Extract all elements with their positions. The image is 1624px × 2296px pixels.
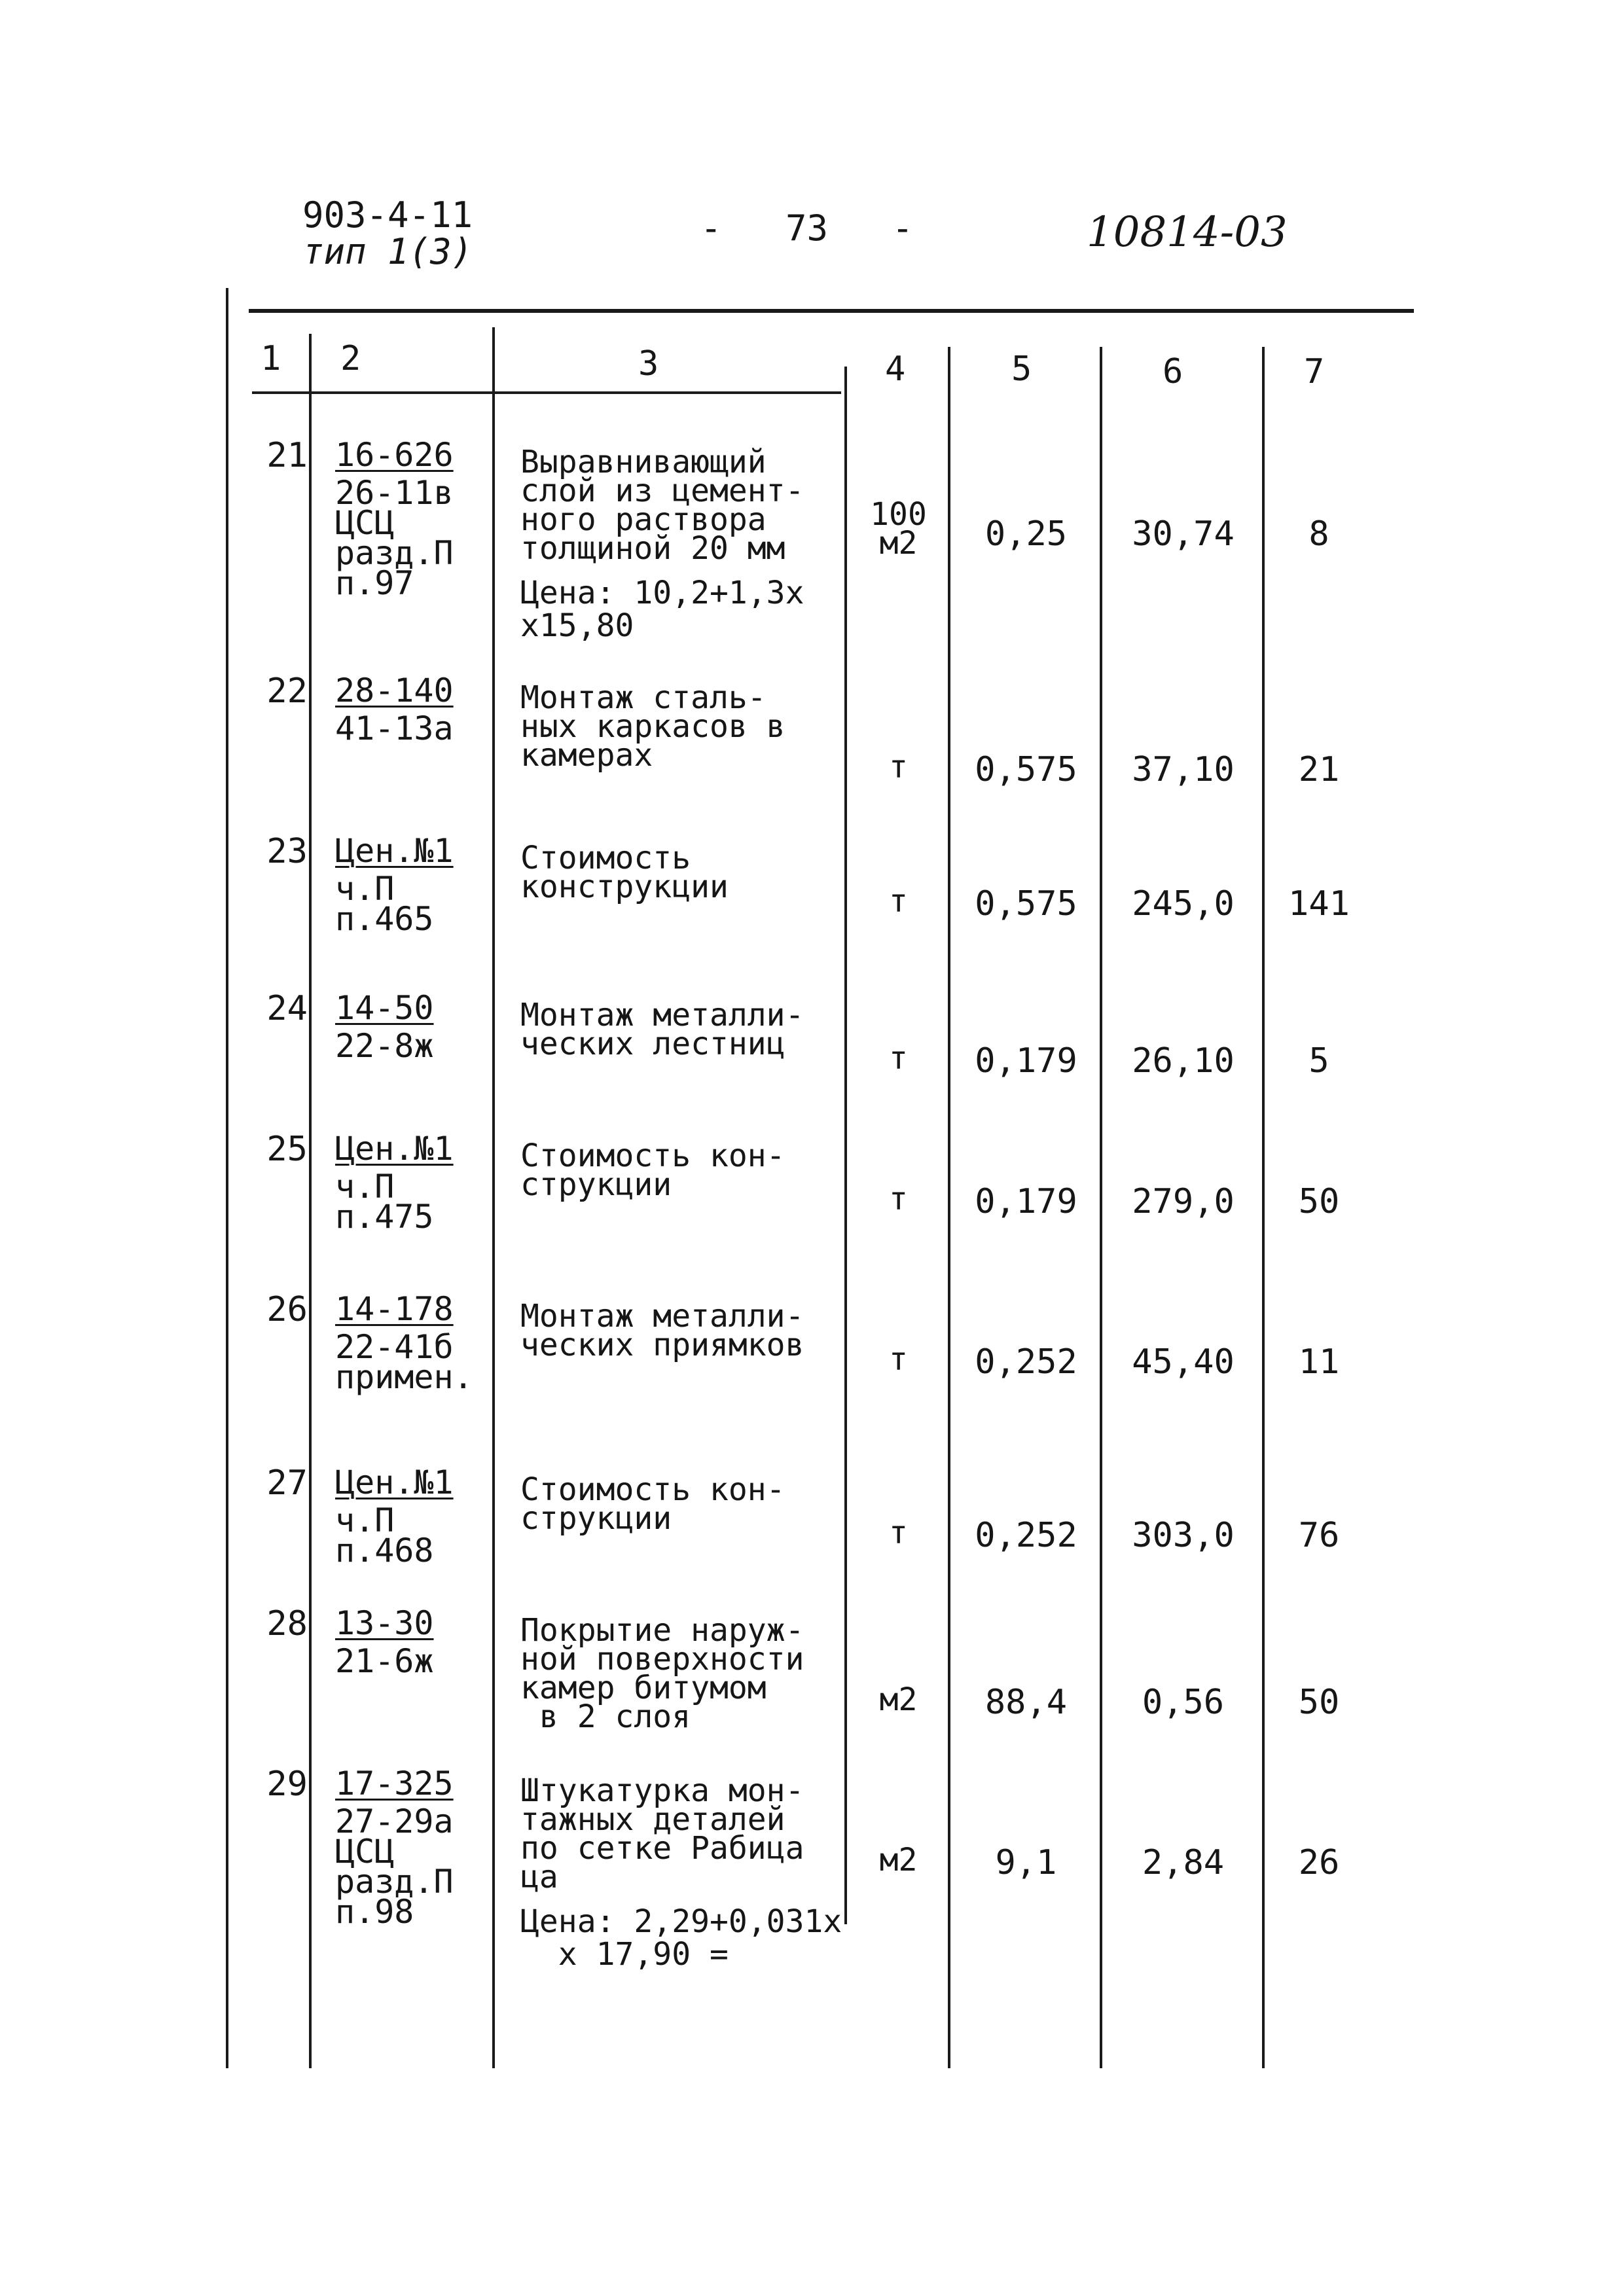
item-number: 21 [266, 436, 308, 475]
price-formula-line: х 17,90 = [520, 1936, 729, 1973]
norm-code: 14-50 [335, 989, 434, 1027]
quantity: 0,179 [975, 1041, 1077, 1081]
item-number: 22 [266, 672, 308, 711]
column-number-5: 5 [1011, 350, 1032, 389]
norm-code-line: ЦСЦ [335, 1833, 395, 1871]
quantity: 0,575 [975, 884, 1077, 924]
norm-code-line: 22-41б [335, 1328, 454, 1366]
quantity: 0,252 [975, 1516, 1077, 1555]
norm-code: Цен.№1 [335, 1130, 454, 1168]
item-number: 29 [266, 1765, 308, 1804]
norm-code-line: п.97 [335, 564, 414, 602]
norm-code-line: ЦСЦ [335, 504, 395, 542]
table-top-rule [249, 309, 1414, 313]
unit-price: 303,0 [1132, 1516, 1235, 1555]
unit: т [889, 1515, 908, 1551]
item-number: 28 [266, 1604, 308, 1643]
unit-price: 37,10 [1132, 750, 1235, 789]
work-description-line: конструкции [520, 869, 729, 905]
norm-code: Цен.№1 [335, 1463, 454, 1501]
quantity: 0,252 [975, 1342, 1077, 1382]
work-description-line: Стоимость кон- [520, 1138, 785, 1174]
column-separator-1 [309, 334, 312, 2068]
left-margin-line [226, 288, 228, 2068]
total-cost: 50 [1298, 1683, 1340, 1722]
column-separator-2 [492, 327, 495, 2068]
column-number-1: 1 [261, 339, 281, 378]
norm-code: 14-178 [335, 1290, 454, 1328]
work-description-line: Стоимость [520, 840, 691, 876]
work-description-line: камер битумом [520, 1670, 767, 1706]
item-number: 23 [266, 832, 308, 871]
column-number-2: 2 [340, 339, 361, 378]
unit: т [889, 1341, 908, 1378]
quantity: 0,179 [975, 1182, 1077, 1221]
norm-code-line: ч.П [335, 870, 395, 908]
unit: т [889, 1181, 908, 1217]
work-description-line: ной поверхности [520, 1641, 804, 1677]
norm-code-line: 21-6ж [335, 1642, 434, 1680]
type-label: тип 1(3) [302, 231, 473, 272]
work-description-line: по сетке Рабица [520, 1830, 804, 1867]
norm-code: 13-30 [335, 1604, 434, 1642]
work-description-line: струкции [520, 1166, 672, 1203]
work-description-line: ного раствора [520, 501, 767, 538]
norm-code-line: 26-11в [335, 474, 454, 512]
unit: т [889, 749, 908, 785]
column-number-3: 3 [638, 344, 659, 384]
work-description-line: толщиной 20 мм [520, 530, 785, 567]
unit: 100 м2 [870, 496, 927, 562]
total-cost: 21 [1298, 750, 1340, 789]
item-number: 27 [266, 1463, 308, 1503]
item-number: 24 [266, 989, 308, 1028]
total-cost: 11 [1298, 1342, 1340, 1382]
unit-price: 30,74 [1132, 514, 1235, 554]
quantity: 0,575 [975, 750, 1077, 789]
handwritten-code: 10814-03 [1087, 208, 1288, 257]
unit-price: 279,0 [1132, 1182, 1235, 1221]
work-description-line: ческих лестниц [520, 1026, 785, 1062]
norm-code-line: примен. [335, 1358, 473, 1396]
work-description-line: Штукатурка мон- [520, 1772, 804, 1809]
item-number: 26 [266, 1290, 308, 1329]
price-formula-line: Цена: 10,2+1,3х [520, 575, 804, 611]
quantity: 0,25 [984, 514, 1068, 554]
work-description-line: ных каркасов в [520, 708, 785, 745]
total-cost: 76 [1298, 1516, 1340, 1555]
document-code: 903-4-11 [302, 194, 473, 236]
norm-code: 28-140 [335, 672, 454, 709]
work-description-line: камерах [520, 737, 653, 774]
column-number-6: 6 [1163, 352, 1183, 391]
total-cost: 50 [1298, 1182, 1340, 1221]
unit-price: 2,84 [1142, 1843, 1225, 1882]
total-cost: 5 [1308, 1041, 1329, 1081]
column-separator-3 [844, 367, 847, 1924]
unit-price: 245,0 [1132, 884, 1235, 924]
column-separator-6 [1262, 347, 1265, 2068]
total-cost: 8 [1308, 514, 1329, 554]
norm-code-line: п.475 [335, 1198, 434, 1236]
norm-code: 17-325 [335, 1765, 454, 1803]
item-number: 25 [266, 1130, 308, 1169]
norm-code-line: 22-8ж [335, 1027, 434, 1065]
column-separator-4 [948, 347, 950, 2068]
work-description-line: Монтаж сталь- [520, 679, 767, 716]
unit: т [889, 883, 908, 920]
unit-price: 0,56 [1142, 1683, 1225, 1722]
norm-code: Цен.№1 [335, 832, 454, 870]
norm-code-line: 41-13а [335, 709, 454, 747]
norm-code-line: п.468 [335, 1532, 434, 1570]
work-description-line: Монтаж металли- [520, 997, 804, 1033]
unit: м2 [879, 1842, 918, 1878]
column-separator-5 [1100, 347, 1102, 2068]
price-formula-line: х15,80 [520, 607, 634, 644]
unit-price: 45,40 [1132, 1342, 1235, 1382]
quantity: 9,1 [995, 1843, 1057, 1882]
unit: м2 [879, 1681, 918, 1718]
column-number-7: 7 [1304, 352, 1325, 391]
work-description-line: в 2 слоя [520, 1698, 691, 1735]
work-description-line: Стоимость кон- [520, 1471, 785, 1508]
total-cost: 26 [1298, 1843, 1340, 1882]
unit: т [889, 1040, 908, 1077]
norm-code-line: ч.П [335, 1168, 395, 1206]
work-description-line: ца [520, 1859, 558, 1895]
norm-code-line: ч.П [335, 1501, 395, 1539]
price-formula-line: Цена: 2,29+0,031х [520, 1903, 842, 1940]
work-description-line: струкции [520, 1500, 672, 1537]
norm-code-line: п.98 [335, 1893, 414, 1931]
quantity: 88,4 [984, 1683, 1068, 1722]
norm-code-line: п.465 [335, 900, 434, 938]
work-description-line: слой из цемент- [520, 473, 804, 509]
work-description-line: Выравнивающий [520, 444, 767, 480]
page-number: - 73 - [700, 207, 914, 249]
total-cost: 141 [1288, 884, 1350, 924]
header-bottom-rule [252, 391, 841, 394]
norm-code-line: разд.П [335, 1863, 454, 1901]
unit-price: 26,10 [1132, 1041, 1235, 1081]
column-number-4: 4 [885, 350, 906, 389]
work-description-line: тажных деталей [520, 1801, 785, 1838]
work-description-line: ческих приямков [520, 1327, 804, 1363]
norm-code-line: 27-29а [335, 1803, 454, 1840]
work-description-line: Покрытие наруж- [520, 1612, 804, 1649]
work-description-line: Монтаж металли- [520, 1298, 804, 1335]
norm-code-line: разд.П [335, 534, 454, 572]
norm-code: 16-626 [335, 436, 454, 474]
